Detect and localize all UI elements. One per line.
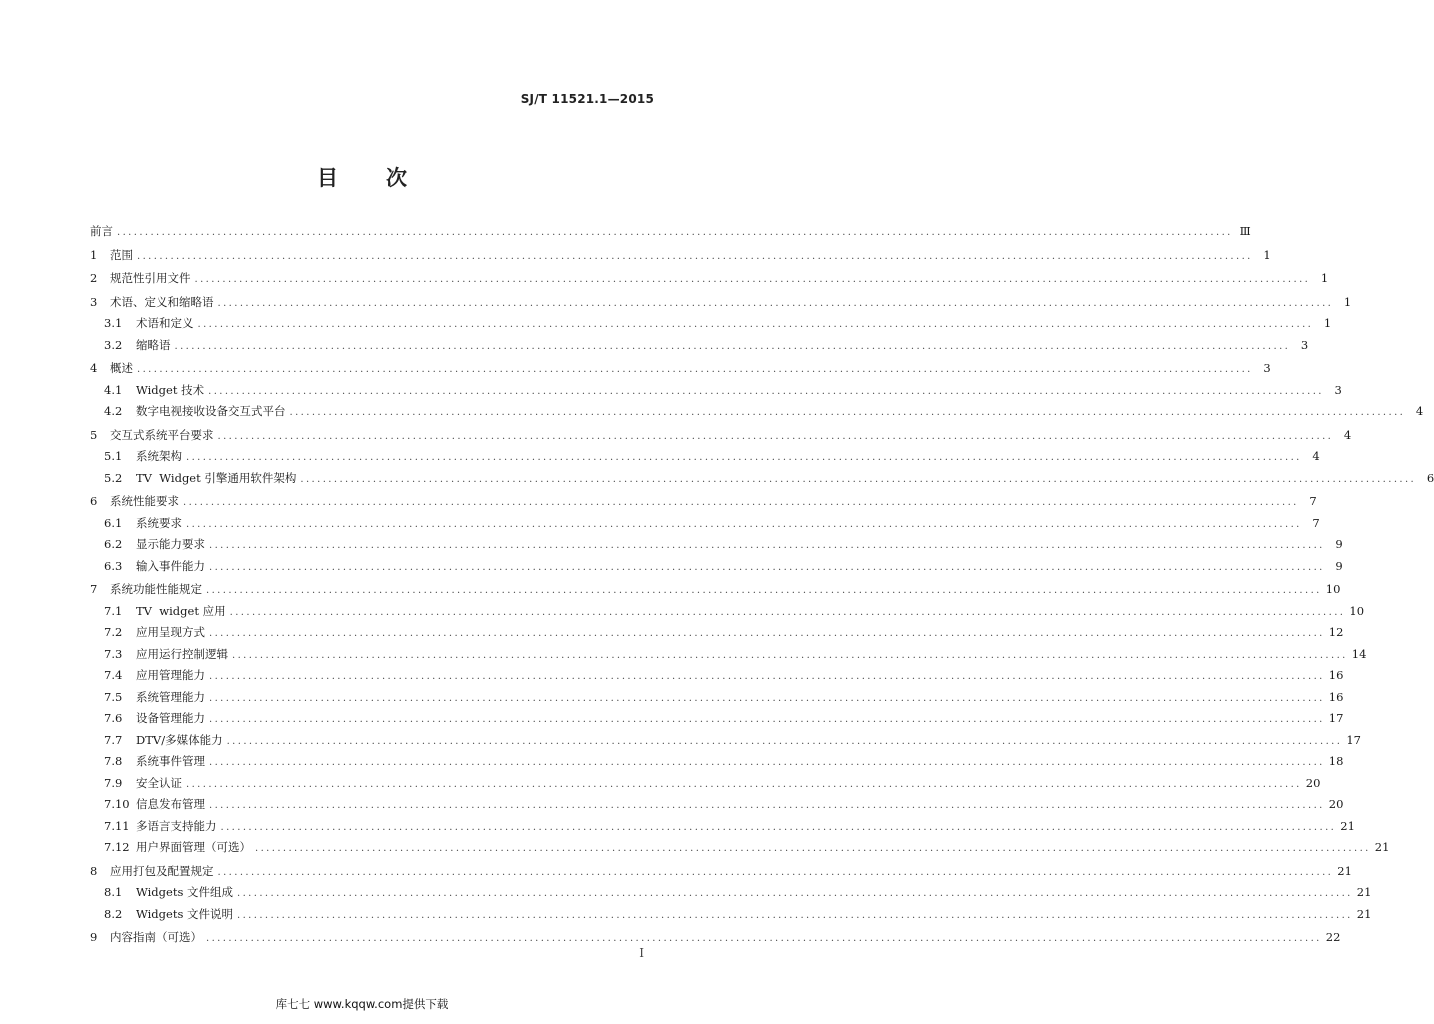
toc-leader-dots: ........................................................................................................................................................................................................ (209, 692, 1325, 704)
toc-entry-number: 4.1 (104, 382, 123, 397)
page-title (0, 162, 724, 192)
toc-entry-number: 7.10 (104, 797, 130, 811)
toc-entry-label: 缩略语 (136, 337, 171, 352)
toc-entry-number: 5.1 (104, 449, 123, 463)
toc-leader-dots: ........................................................................................................................................................................................................ (209, 671, 1325, 682)
toc-entry-number: 3.2 (104, 337, 123, 352)
toc-entry[interactable] (104, 381, 1342, 399)
toc-entry-number: 5.2 (104, 470, 123, 485)
toc-entry-page: 7 (1312, 515, 1320, 530)
toc-entry[interactable] (104, 514, 1320, 532)
toc-leader-dots: ........................................................................................................................................................................................................ (208, 385, 1324, 397)
toc-entry-page: 9 (1335, 558, 1343, 573)
toc-leader-dots: ........................................................................................................................................................................................................ (209, 800, 1325, 811)
toc-entry-page: 10 (1325, 582, 1341, 596)
toc-entry-number: 7 (90, 582, 98, 596)
toc-entry-label: 信息发布管理 (136, 797, 205, 811)
toc-entry-label: 输入事件能力 (136, 558, 205, 573)
toc-leader-dots: ........................................................................................................................................................................................................ (220, 821, 1337, 833)
toc-entry-label: 系统功能性能规定 (110, 582, 202, 596)
toc-entry-page: 21 (1356, 885, 1372, 899)
standard-code: SJ/T 11521.1—2015 (520, 92, 654, 106)
toc-entry-number: 7.6 (104, 711, 123, 725)
toc-entry[interactable] (104, 905, 1372, 923)
toc-entry-number: 7.8 (104, 754, 123, 768)
toc-leader-dots: ........................................................................................................................................................................................................ (117, 227, 1233, 238)
toc-entry-page: 21 (1337, 863, 1352, 878)
toc-entry-page: 21 (1340, 818, 1355, 833)
toc-leader-dots: ........................................................................................................................................................................................................ (209, 561, 1325, 573)
toc-leader-dots: ........................................................................................................................................................................................................ (255, 843, 1371, 854)
toc-entry-number: 9 (90, 930, 98, 944)
toc-entry-page: 1 (1343, 294, 1352, 309)
toc-entry[interactable] (90, 246, 1271, 264)
toc-entry-label: 系统事件管理 (136, 754, 205, 768)
toc-leader-dots: ........................................................................................................................................................................................................ (137, 364, 1253, 375)
toc-entry-number: 4 (90, 361, 98, 375)
toc-entry[interactable] (90, 492, 1317, 510)
toc-entry-page: 16 (1328, 689, 1344, 704)
toc-entry[interactable] (104, 795, 1344, 813)
toc-leader-dots: ........................................................................................................................................................................................................ (217, 866, 1334, 878)
toc-entry[interactable] (90, 426, 1352, 444)
toc-entry-page: Ⅲ (1239, 224, 1251, 238)
toc-entry[interactable] (90, 222, 1251, 240)
toc-leader-dots: ........................................................................................................................................................................................................ (229, 606, 1346, 618)
toc-leader-dots: ........................................................................................................................................................................................................ (237, 909, 1353, 921)
toc-entry-number: 6.2 (104, 537, 123, 551)
toc-entry-label: Widgets 文件组成 (136, 885, 234, 899)
toc-entry-page: 3 (1263, 361, 1271, 375)
toc-entry-label: 用户界面管理（可选） (136, 840, 251, 854)
toc-leader-dots: ........................................................................................................................................................................................................ (194, 274, 1311, 285)
toc-entry-page: 1 (1323, 316, 1332, 330)
toc-entry-number: 3.1 (104, 316, 123, 330)
toc-entry-page: 12 (1328, 625, 1344, 639)
toc-entry-label: 系统管理能力 (136, 689, 205, 704)
toc-entry[interactable] (104, 469, 1434, 487)
toc-entry[interactable] (104, 774, 1321, 792)
toc-entry-label: 交互式系统平台要求 (110, 427, 214, 442)
toc-entry-number: 7.5 (104, 689, 123, 704)
toc-entry-number: 7.2 (104, 625, 123, 639)
toc-entry-page: 20 (1328, 797, 1344, 811)
toc-entry-label: 系统性能要求 (110, 494, 179, 508)
toc-entry-page: 9 (1335, 537, 1343, 551)
toc-entry-label: 术语和定义 (136, 316, 194, 330)
toc-entry-label: 数字电视接收设备交互式平台 (136, 404, 286, 418)
toc-entry-label: 系统架构 (136, 449, 182, 463)
title-char-2: 次 (386, 165, 407, 190)
toc-entry-label: TV widget 应用 (136, 603, 226, 618)
toc-entry-page: 16 (1328, 668, 1344, 682)
toc-leader-dots: ........................................................................................................................................................................................................ (174, 340, 1291, 352)
toc-entry-number: 7.11 (104, 818, 130, 833)
toc-leader-dots: ........................................................................................................................................................................................................ (217, 297, 1334, 309)
toc-entry-page: 21 (1374, 840, 1390, 854)
toc-entry-page: 17 (1346, 732, 1361, 747)
toc-entry[interactable] (104, 752, 1344, 770)
toc-entry[interactable] (104, 602, 1365, 620)
toc-entry-label: 系统要求 (136, 515, 182, 530)
toc-entry-page: 18 (1328, 754, 1344, 768)
toc-leader-dots: ........................................................................................................................................................................................................ (209, 714, 1325, 725)
toc-entry-number: 7.4 (104, 668, 123, 682)
page-number: Ⅰ (639, 946, 644, 960)
toc-entry-number: 7.12 (104, 840, 130, 854)
toc-entry-label: DTV/多媒体能力 (136, 732, 223, 747)
toc-leader-dots: ........................................................................................................................................................................................................ (300, 473, 1417, 485)
toc-leader-dots: ........................................................................................................................................................................................................ (206, 585, 1322, 596)
toc-leader-dots: ........................................................................................................................................................................................................ (237, 888, 1353, 899)
toc-entry-label: 安全认证 (136, 775, 182, 790)
toc-entry[interactable] (104, 336, 1309, 354)
toc-entry[interactable] (90, 580, 1341, 598)
toc-entry-label: 应用呈现方式 (136, 625, 205, 639)
toc-entry[interactable] (104, 447, 1320, 465)
toc-entry-page: 20 (1305, 775, 1321, 790)
toc-entry-number: 6.3 (104, 558, 123, 573)
toc-entry-number: 1 (90, 247, 98, 262)
toc-leader-dots: ........................................................................................................................................................................................................ (183, 497, 1299, 508)
toc-leader-dots: ........................................................................................................................................................................................................ (226, 735, 1343, 747)
toc-entry-number: 4.2 (104, 404, 123, 418)
toc-entry[interactable] (90, 269, 1329, 287)
toc-entry-number: 7.7 (104, 732, 123, 747)
toc-entry-label: 应用运行控制逻辑 (136, 646, 228, 661)
toc-entry-number: 6 (90, 494, 98, 508)
toc-entry[interactable] (90, 862, 1352, 880)
title-char-1: 目 (317, 165, 338, 190)
toc-entry-label: 概述 (110, 361, 133, 375)
toc-leader-dots: ........................................................................................................................................................................................................ (186, 778, 1302, 790)
toc-entry-number: 3 (90, 294, 98, 309)
toc-entry[interactable] (104, 314, 1332, 332)
toc-entry[interactable] (90, 928, 1341, 946)
footer-text: 库七七 www.kqqw.com提供下载 (275, 997, 449, 1011)
toc-entry-page: 22 (1325, 930, 1341, 944)
toc-entry-page: 3 (1300, 337, 1309, 352)
toc-leader-dots: ........................................................................................................................................................................................................ (186, 518, 1302, 530)
toc-entry-label: 应用打包及配置规定 (110, 863, 214, 878)
toc-entry-page: 4 (1343, 427, 1352, 442)
toc-entry-number: 7.3 (104, 646, 123, 661)
toc-entry-label: 前言 (90, 224, 113, 238)
toc-entry-page: 7 (1309, 494, 1317, 508)
toc-entry-number: 7.9 (104, 775, 123, 790)
toc-entry[interactable] (104, 688, 1344, 706)
toc-entry[interactable] (104, 623, 1344, 641)
toc-entry-page: 17 (1328, 711, 1344, 725)
toc-entry-page: 10 (1349, 603, 1365, 618)
toc-entry-label: 术语、定义和缩略语 (110, 294, 214, 309)
toc-entry[interactable] (90, 359, 1271, 377)
toc-leader-dots: ........................................................................................................................................................................................................ (217, 430, 1334, 442)
toc-entry-label: 范围 (110, 247, 133, 262)
toc-entry[interactable] (104, 731, 1361, 749)
toc-entry-page: 14 (1351, 646, 1367, 661)
toc-entry[interactable] (104, 838, 1390, 856)
toc-leader-dots: ........................................................................................................................................................................................................ (209, 757, 1325, 768)
toc-entry[interactable] (104, 645, 1367, 663)
toc-entry-label: 内容指南（可选） (110, 930, 202, 944)
toc-entry-label: TV Widget 引擎通用软件架构 (136, 470, 297, 485)
toc-entry-number: 2 (90, 271, 98, 285)
toc-leader-dots: ........................................................................................................................................................................................................ (137, 250, 1253, 262)
toc-leader-dots: ........................................................................................................................................................................................................ (232, 649, 1348, 661)
toc-entry-page: 3 (1334, 382, 1342, 397)
toc-entry[interactable] (90, 293, 1352, 311)
toc-entry[interactable] (104, 817, 1355, 835)
toc-entry-number: 8.2 (104, 906, 123, 921)
toc-entry-number: 8 (90, 863, 98, 878)
toc-entry-page: 4 (1312, 449, 1320, 463)
toc-entry-label: 规范性引用文件 (110, 271, 191, 285)
toc-entry-page: 4 (1415, 404, 1424, 418)
toc-entry-number: 7.1 (104, 603, 123, 618)
toc-entry-label: Widgets 文件说明 (136, 906, 234, 921)
toc-entry-number: 5 (90, 427, 98, 442)
toc-leader-dots: ........................................................................................................................................................................................................ (197, 319, 1314, 330)
toc-leader-dots: ........................................................................................................................................................................................................ (206, 933, 1322, 944)
toc-leader-dots: ........................................................................................................................................................................................................ (209, 540, 1325, 551)
toc-leader-dots: ........................................................................................................................................................................................................ (289, 407, 1406, 418)
toc-entry-page: 1 (1320, 271, 1329, 285)
toc-entry-page: 6 (1426, 470, 1434, 485)
toc-entry[interactable] (104, 402, 1424, 420)
toc-entry[interactable] (104, 535, 1343, 553)
toc-entry[interactable] (104, 883, 1372, 901)
toc-entry-label: Widget 技术 (136, 382, 205, 397)
toc-entry[interactable] (104, 666, 1344, 684)
toc-entry-number: 8.1 (104, 885, 123, 899)
toc-entry[interactable] (104, 557, 1343, 575)
toc-entry-label: 多语言支持能力 (136, 818, 217, 833)
toc-leader-dots: ........................................................................................................................................................................................................ (209, 628, 1325, 639)
toc-entry-number: 6.1 (104, 515, 123, 530)
toc-leader-dots: ........................................................................................................................................................................................................ (186, 452, 1302, 463)
toc-entry[interactable] (104, 709, 1344, 727)
toc-entry-label: 应用管理能力 (136, 668, 205, 682)
toc-entry-label: 显示能力要求 (136, 537, 205, 551)
toc-entry-page: 21 (1356, 906, 1372, 921)
toc-entry-page: 1 (1263, 247, 1271, 262)
toc-entry-label: 设备管理能力 (136, 711, 205, 725)
